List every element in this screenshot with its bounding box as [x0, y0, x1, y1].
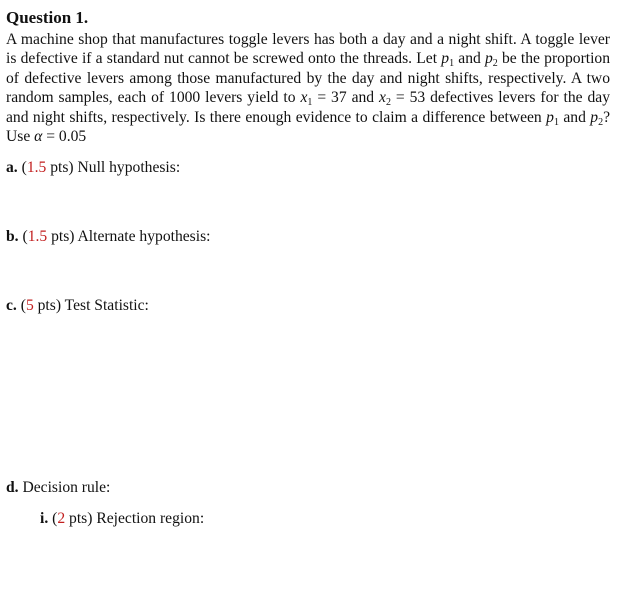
question-p2-symbol [590, 109, 603, 126]
x1-value: = 37 [312, 89, 347, 107]
part-d-i-text: Rejection region: [92, 510, 205, 527]
p2-symbol [485, 50, 498, 70]
question-p1-subscript: 1 [553, 116, 559, 128]
part-c-label: c. [6, 297, 17, 314]
problem-text-2: and [454, 50, 485, 68]
problem-statement [6, 30, 610, 146]
part-b-answer-area[interactable] [6, 249, 610, 293]
problem-text-1: A machine shop that manufactures toggle levers has both a day and a night shift. A toggle lever is defective if a standard nut cannot be screwed onto the threads. Let [6, 31, 610, 68]
question-p1-symbol [546, 109, 559, 126]
part-c-open-paren: ( [20, 297, 26, 314]
part-a-text: Null hypothesis: [73, 159, 181, 176]
x1-letter: x [300, 89, 308, 107]
part-a-answer-area[interactable] [6, 180, 610, 224]
part-d-decision-rule [6, 478, 110, 497]
part-c-test-statistic [6, 296, 149, 315]
problem-text-3: be the proportion of defective levers among those manufactured by the day and night shifts, respectively. A two random samples, each of 1000 levers yield to [6, 50, 611, 107]
p2-letter: p [485, 50, 493, 68]
part-c-text: Test Statistic: [61, 297, 149, 314]
x2-subscript: 2 [385, 97, 391, 109]
problem-text-6: and [558, 108, 591, 126]
p1-subscript: 1 [449, 58, 455, 70]
part-a-open-paren: ( [21, 159, 27, 176]
part-a-label: a. [6, 159, 18, 176]
part-a-null-hypothesis [6, 158, 180, 177]
alpha-symbol: α [34, 128, 43, 146]
x2-symbol [379, 89, 391, 109]
p1-symbol [441, 50, 455, 70]
part-b-text: Alternate hypothesis: [74, 228, 211, 245]
part-b-label: b. [6, 228, 19, 245]
question-p2-letter: p [590, 108, 599, 126]
part-d-i-rejection-region [40, 509, 204, 528]
part-c-answer-area[interactable] [6, 318, 610, 474]
x2-value: = 53 [390, 89, 426, 107]
alpha-value: = 0.05 [42, 128, 87, 146]
x2-letter: x [379, 89, 386, 107]
part-d-i-points-unit: pts) [65, 510, 93, 527]
part-b-alternate-hypothesis [6, 227, 210, 246]
part-c-points-unit: pts) [33, 297, 62, 314]
part-b-open-paren: ( [22, 228, 28, 245]
part-d-i-answer-area[interactable] [6, 531, 610, 587]
part-d-i-label: i. [40, 510, 49, 527]
part-d-label: d. [6, 479, 19, 496]
x1-subscript: 1 [307, 97, 313, 109]
part-b-points: 1.5 [27, 228, 48, 245]
question-title: Question 1. [6, 8, 89, 27]
part-a-points: 1.5 [26, 159, 47, 176]
x1-symbol [300, 89, 313, 109]
p2-subscript: 2 [492, 58, 498, 70]
part-a-points-unit: pts) [46, 159, 74, 176]
part-d-i-open-paren: ( [52, 510, 58, 527]
part-c-points: 5 [25, 297, 34, 314]
p1-letter: p [441, 50, 450, 68]
question-p1-letter: p [546, 108, 554, 126]
part-b-points-unit: pts) [47, 228, 75, 245]
problem-text-5: defectives levers for the day and night shifts, respectively. Is there enough evidence to claim a difference between [6, 89, 611, 126]
question-p2-subscript: 2 [598, 116, 604, 128]
problem-text-4: and [346, 89, 380, 107]
part-d-text: Decision rule: [18, 479, 111, 496]
question-block [6, 8, 610, 146]
part-d-i-points: 2 [57, 510, 66, 527]
problem-text-7: ? Use [6, 108, 610, 146]
